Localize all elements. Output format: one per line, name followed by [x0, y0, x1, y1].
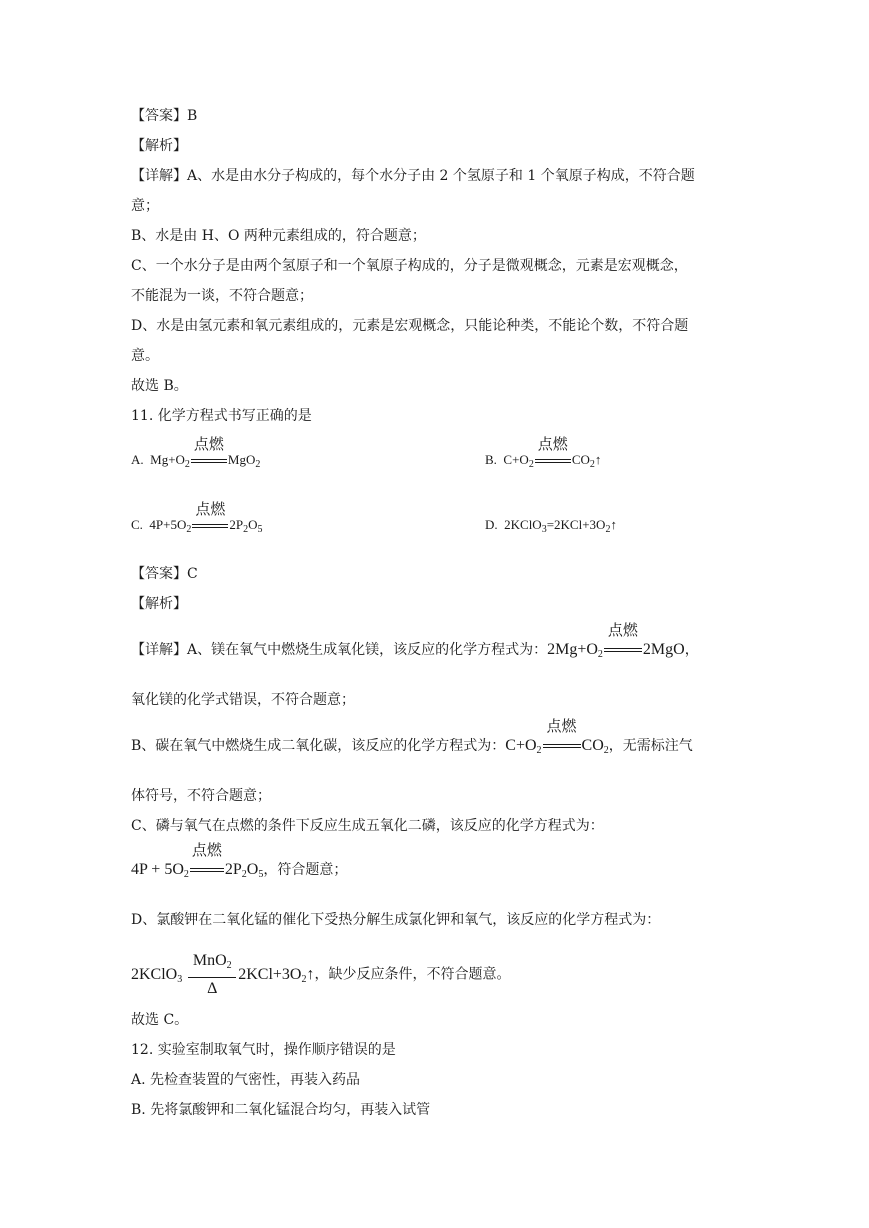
option-c: C. $4P+5O_2$ 点燃 $2P_2O_5$ — [131, 502, 263, 535]
detail-line: 【详解】A、水是由水分子构成的，每个水分子由 2 个氢原子和 1 个氧原子构成，不符合题 — [131, 168, 695, 184]
text-line: 氧化镁的化学式错误，不符合题意； — [131, 692, 355, 708]
text-line: 不能混为一谈，不符合题意； — [131, 288, 313, 304]
text-line: C、一个水分子是由两个氢原子和一个氧原子构成的，分子是微观概念，元素是宏观概念， — [131, 258, 688, 274]
option-a: A. $Mg+O_2$ 点燃 MgO$_2$ — [131, 437, 261, 470]
question-12: 12. 实验室制取氧气时，操作顺序错误的是 — [131, 1042, 396, 1058]
detail-c: C、磷与氧气在点燃的条件下反应生成五氧化二磷，该反应的化学方程式为： — [131, 818, 604, 834]
text-line: 故选 B。 — [131, 378, 188, 394]
answer-line: 【答案】C — [131, 566, 198, 582]
equation-d: 2KClO$_3$ $\frac{MnO_2}{\Delta}$ $2KCl+3O_2↑$，缺少反应条件，不符合题意。 — [131, 952, 511, 997]
option-b: B. $C+O_2$ 点燃 $CO_2↑$ — [485, 437, 602, 470]
text-line: 意。 — [131, 348, 159, 364]
answer-line: 【答案】B — [131, 108, 198, 124]
equation-c: $4P + 5O_2$ 点燃 $2P_2O_5$，符合题意； — [131, 843, 348, 880]
text-line: 体符号，不符合题意； — [131, 788, 271, 804]
detail-d: D、氯酸钾在二氧化锰的催化下受热分解生成氯化钾和氧气，该反应的化学方程式为： — [131, 912, 661, 928]
option-b: B. 先将氯酸钾和二氧化锰混合均匀，再装入试管 — [131, 1102, 431, 1118]
analysis-heading: 【解析】 — [131, 596, 187, 612]
detail-b: B、碳在氧气中燃烧生成二氧化碳，该反应的化学方程式为：$C+O_2$ 点燃 $CO_2$，无需标注气 — [131, 719, 693, 756]
text-line: 意； — [131, 198, 159, 214]
option-a: A. 先检查装置的气密性，再装入药品 — [131, 1072, 361, 1088]
text-line: D、水是由氢元素和氧元素组成的，元素是宏观概念，只能论种类，不能论个数，不符合题 — [131, 318, 689, 334]
text-line: B、水是由 H、O 两种元素组成的，符合题意； — [131, 228, 426, 244]
option-d: D. $2KClO_3=2KCl+3O_2↑$ — [485, 517, 617, 535]
analysis-heading: 【解析】 — [131, 138, 187, 154]
detail-a: 【详解】A、镁在氧气中燃烧生成氧化镁，该反应的化学方程式为：$2Mg+O_2$ 点燃 2MgO， — [131, 623, 699, 660]
text-line: 故选 C。 — [131, 1012, 189, 1028]
question-11: 11. 化学方程式书写正确的是 — [131, 408, 312, 424]
